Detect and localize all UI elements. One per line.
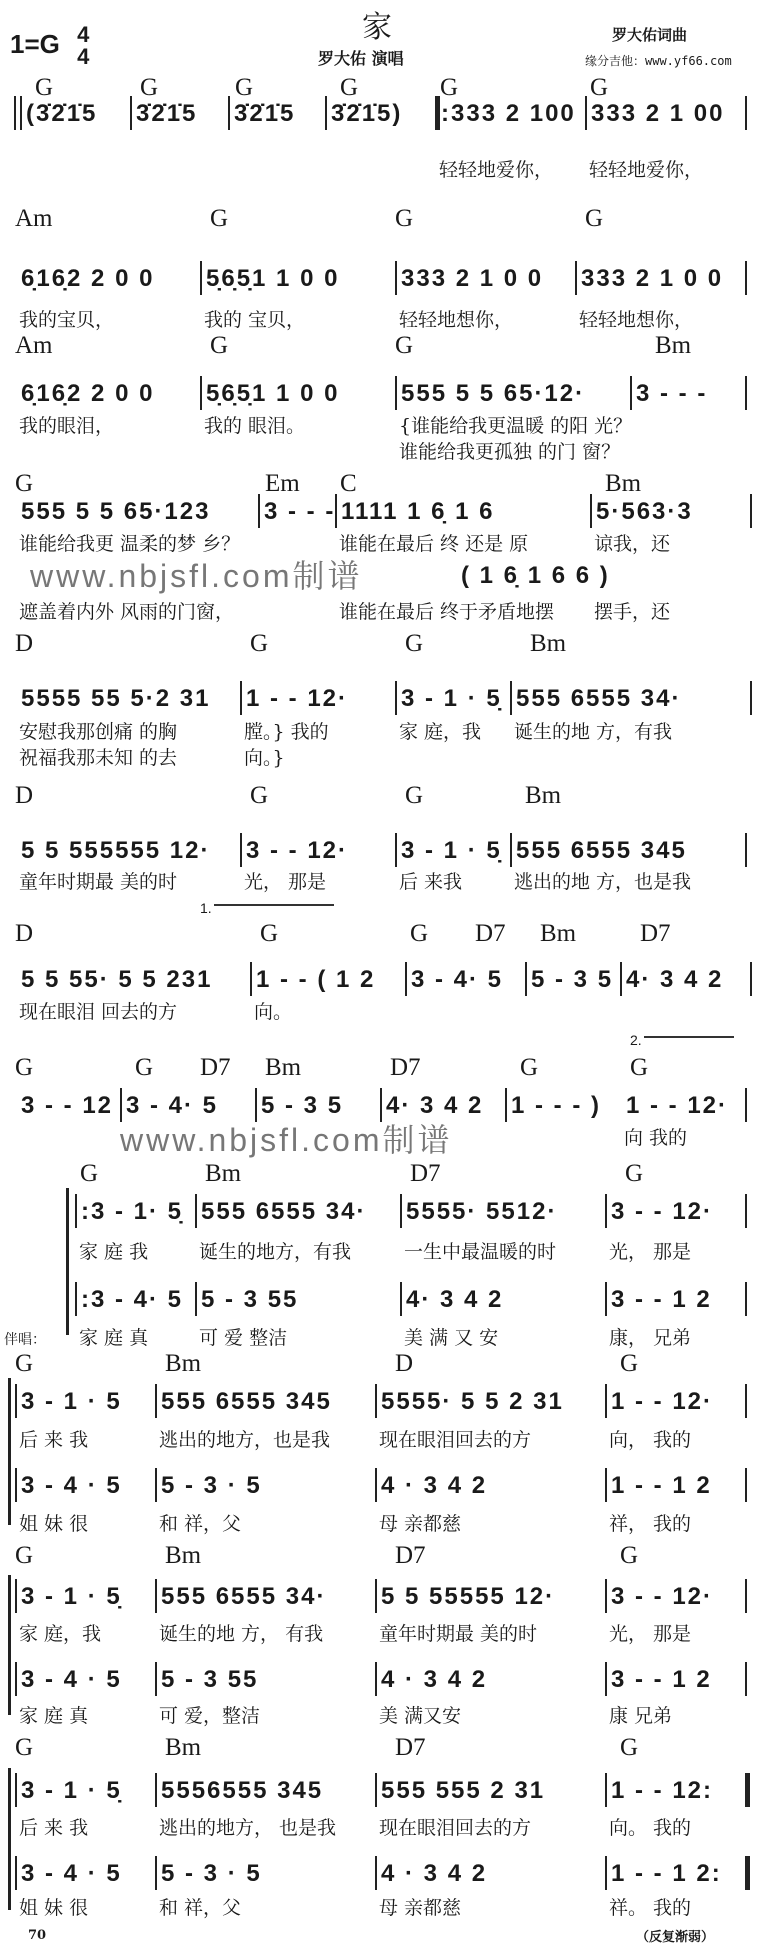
measure-notes: 555 6555 345 xyxy=(516,837,687,864)
bar-line xyxy=(745,1194,747,1228)
backing-vocal-label: 伴唱： xyxy=(4,1332,46,1348)
lyric-text: 康， 兄弟 xyxy=(609,1327,692,1349)
chord-symbol: D7 xyxy=(640,920,671,947)
chord-symbol: G xyxy=(80,1160,99,1187)
measure-notes: :3 - 4· 5 xyxy=(81,1286,184,1313)
chord-symbol: G xyxy=(135,1054,154,1081)
volta-bracket xyxy=(214,904,334,906)
bar-line xyxy=(750,681,752,715)
chord-symbol: G xyxy=(250,782,269,809)
measure-notes: 3 - - 1 2 xyxy=(611,1666,712,1693)
key-label: 1=G xyxy=(10,28,60,59)
measure-notes: 3 - 1 · 5̣ xyxy=(401,837,502,864)
bar-line xyxy=(200,261,202,295)
chord-symbol: G xyxy=(620,1350,639,1377)
bar-line xyxy=(200,376,202,410)
chord-symbol: G xyxy=(140,74,159,101)
measure-notes: 5 5 55555 12· xyxy=(381,1583,556,1610)
lyric-text: 母 亲都慈 xyxy=(379,1897,462,1919)
bar-line xyxy=(745,1773,750,1807)
bar-line xyxy=(240,833,242,867)
chord-symbol: Am xyxy=(15,205,53,232)
measure-notes: 5 - 3 5 xyxy=(261,1092,344,1119)
bar-line xyxy=(375,1662,377,1696)
chord-symbol: Bm xyxy=(165,1350,202,1377)
lyric-text: 祥， 我的 xyxy=(609,1513,692,1535)
lyric-text: 轻轻地想你， xyxy=(579,309,694,331)
chord-symbol: G xyxy=(405,782,424,809)
bar-line xyxy=(395,681,397,715)
lyric-text: 姐 妹 很 xyxy=(19,1513,89,1535)
bar-line xyxy=(745,833,747,867)
measure-notes: 5 - 3 55 xyxy=(201,1286,299,1313)
chord-symbol: G xyxy=(395,205,414,232)
measure-notes: 1 - - - ) xyxy=(511,1092,601,1119)
measure-notes: 3 - - 1 2 xyxy=(611,1286,712,1313)
measure-notes: 3 - - 12· xyxy=(246,837,349,864)
bar-line xyxy=(240,681,242,715)
chord-symbol: G xyxy=(250,630,269,657)
chord-symbol: G xyxy=(620,1542,639,1569)
lyric-text: 光， 那是 xyxy=(244,871,327,893)
source-credit: 缘分吉他：www.yf66.com xyxy=(585,54,732,68)
bar-line xyxy=(14,96,16,130)
alternate-notes: ( 1 6̣ 1 6 6 ) xyxy=(461,562,610,589)
bar-line xyxy=(750,962,752,996)
page-number: 70 xyxy=(28,1928,47,1943)
bar-line xyxy=(745,1579,747,1613)
bar-line xyxy=(15,1662,17,1696)
measure-notes: 5 - 3 5 xyxy=(531,966,614,993)
lyric-text: 诞生的地 方，有我 xyxy=(514,721,673,743)
bar-line xyxy=(395,261,397,295)
measure-notes: 5 - 3 55 xyxy=(161,1666,259,1693)
key-signature xyxy=(10,24,89,68)
chord-symbol: G xyxy=(405,630,424,657)
bar-line xyxy=(255,1088,257,1122)
chord-symbol: G xyxy=(440,74,459,101)
measure-notes: 4· 3 4 2 xyxy=(406,1286,504,1313)
chord-symbol: G xyxy=(590,74,609,101)
bar-line xyxy=(15,1856,17,1890)
composer: 罗大佑词曲 xyxy=(612,26,688,44)
measure-notes: 555 6555 345 xyxy=(161,1388,332,1415)
measure-notes: 3 - 4 · 5 xyxy=(21,1860,122,1887)
bar-line xyxy=(605,1579,607,1613)
bar-line xyxy=(605,1384,607,1418)
chord-symbol: G xyxy=(625,1160,644,1187)
measure-notes: 3 - - 12 xyxy=(21,1092,114,1119)
measure-notes: 1 - - 12· xyxy=(246,685,349,712)
lyric-text: 逃出的地 方，也是我 xyxy=(514,871,692,893)
measure-notes: 333 2 1 0 0 xyxy=(581,265,724,292)
lyric-text: 祝福我那未知 的去 xyxy=(19,747,178,769)
bar-line xyxy=(400,1282,402,1316)
bar-line xyxy=(155,1856,157,1890)
measure-notes: 3 - 1 · 5̣ xyxy=(21,1583,122,1610)
chord-symbol: Bm xyxy=(265,1054,302,1081)
bar-line xyxy=(155,1579,157,1613)
lyric-text: 遮盖着内外 风雨的门窗， xyxy=(19,601,235,623)
measure-notes: 1 - - 12: xyxy=(611,1777,714,1804)
measure-notes: 1 - - 1 2: xyxy=(611,1860,722,1887)
lyric-text: 我的眼泪， xyxy=(19,415,115,437)
lyric-text: 可 爱 整洁 xyxy=(199,1327,288,1349)
chord-symbol: Bm xyxy=(530,630,567,657)
lyric-text: 和 祥，父 xyxy=(159,1897,242,1919)
measure-notes: 555 6555 34· xyxy=(201,1198,367,1225)
chord-symbol: Bm xyxy=(605,470,642,497)
bar-line xyxy=(155,1468,157,1502)
measure-notes: 4 · 3 4 2 xyxy=(381,1472,488,1499)
bar-line xyxy=(375,1773,377,1807)
performer: 罗大佑 演唱 xyxy=(318,49,404,68)
lyric-text: {谁能给我更温暖 的阳 光？ xyxy=(399,415,633,437)
measure-notes: 5555 55 5·2 31 xyxy=(21,685,211,712)
measure-notes: 3 - - 12· xyxy=(611,1198,714,1225)
lyric-text: 逃出的地方， 也是我 xyxy=(159,1817,337,1839)
measure-notes: 3 - - - xyxy=(264,498,336,525)
lyric-text: 家 庭 真 xyxy=(19,1705,89,1727)
measure-notes: 5̣6̣5̣1 1 0 0 xyxy=(206,265,340,292)
bar-line xyxy=(620,962,622,996)
chord-symbol: Bm xyxy=(165,1734,202,1761)
bar-line xyxy=(380,1088,382,1122)
lyric-text: 向。 xyxy=(254,1001,293,1023)
bar-line xyxy=(375,1579,377,1613)
lyric-text: 谁能在最后 终于矛盾地摆 xyxy=(339,601,555,623)
bar-line xyxy=(510,681,512,715)
bar-line xyxy=(15,1579,17,1613)
chord-symbol: G xyxy=(15,1734,34,1761)
bar-line xyxy=(605,1773,607,1807)
bar-line xyxy=(195,1282,197,1316)
bar-line xyxy=(745,1662,747,1696)
bar-line xyxy=(745,1856,750,1890)
lyric-text: 我的 眼泪。 xyxy=(204,415,306,437)
watermark: www.nbjsfl.com制谱 xyxy=(120,1122,453,1158)
chord-symbol: G xyxy=(260,920,279,947)
bar-line xyxy=(120,1088,122,1122)
lyric-text: 家 庭，我 xyxy=(19,1623,102,1645)
measure-notes: 555 5 5 65·123 xyxy=(21,498,211,525)
lyric-text: 光， 那是 xyxy=(609,1623,692,1645)
measure-notes: 6̣16̣2 2 0 0 xyxy=(21,265,155,292)
measure-notes: 3 - 1 · 5 xyxy=(21,1388,122,1415)
lyric-text: 轻轻地爱你， xyxy=(439,159,554,181)
bar-line xyxy=(15,1773,17,1807)
bar-line xyxy=(375,1468,377,1502)
bar-line xyxy=(258,494,260,528)
bar-line xyxy=(75,1194,77,1228)
measure-notes: 6̣16̣2 2 0 0 xyxy=(21,380,155,407)
lyric-text: 谅我，还 xyxy=(594,533,671,555)
lyric-text: 家 庭 真 xyxy=(79,1327,149,1349)
bar-line xyxy=(745,1468,747,1502)
bar-line xyxy=(250,962,252,996)
lyric-text: 现在眼泪 回去的方 xyxy=(19,1001,178,1023)
bar-line xyxy=(435,96,440,130)
lyric-text: 光， 那是 xyxy=(609,1241,692,1263)
watermark: www.nbjsfl.com制谱 xyxy=(30,558,363,594)
bar-line xyxy=(605,1282,607,1316)
bar-line xyxy=(155,1384,157,1418)
chord-symbol: D7 xyxy=(390,1054,421,1081)
lyric-text: 谁能给我更 温柔的梦 乡？ xyxy=(19,533,241,555)
bar-line xyxy=(605,1662,607,1696)
volta-ending-label: 2. xyxy=(630,1032,642,1048)
chord-symbol: G xyxy=(235,74,254,101)
chord-symbol: Bm xyxy=(165,1542,202,1569)
measure-notes: 4 · 3 4 2 xyxy=(381,1666,488,1693)
measure-notes: 5 - 3 · 5 xyxy=(161,1472,262,1499)
chord-symbol: D7 xyxy=(200,1054,231,1081)
bar-line xyxy=(745,376,747,410)
chord-symbol: G xyxy=(630,1054,649,1081)
measure-notes: 3 - 1 · 5̣ xyxy=(21,1777,122,1804)
chord-symbol: G xyxy=(15,470,34,497)
measure-notes: 5555· 5512· xyxy=(406,1198,558,1225)
measure-notes: 555 5 5 65·12· xyxy=(401,380,586,407)
bar-line xyxy=(155,1662,157,1696)
volta-bracket xyxy=(644,1036,734,1038)
lyric-text: 向。 我的 xyxy=(609,1817,692,1839)
measure-notes: 3 - - 12· xyxy=(611,1583,714,1610)
measure-notes: 1 - - 1 2 xyxy=(611,1472,712,1499)
measure-notes: 1111 1 6̣ 1 6 xyxy=(341,498,495,525)
chord-symbol: G xyxy=(15,1054,34,1081)
bar-line xyxy=(505,1088,507,1122)
measure-notes: 3̇2̇1̇5 xyxy=(234,100,296,127)
lyric-text: 家 庭，我 xyxy=(399,721,482,743)
measure-notes: 3 - - - xyxy=(636,380,708,407)
chord-symbol: G xyxy=(620,1734,639,1761)
measure-notes: 5556555 345 xyxy=(161,1777,324,1804)
chord-symbol: D7 xyxy=(395,1542,426,1569)
chord-symbol: G xyxy=(340,74,359,101)
chord-symbol: D xyxy=(15,782,34,809)
lyric-text: 美 满 又 安 xyxy=(404,1327,499,1349)
bar-line xyxy=(155,1773,157,1807)
measure-notes: :333 2 100 xyxy=(441,100,576,127)
lyric-text: 家 庭 我 xyxy=(79,1241,149,1263)
lyric-text: 母 亲都慈 xyxy=(379,1513,462,1535)
chord-symbol: Am xyxy=(15,332,53,359)
chord-symbol: G xyxy=(585,205,604,232)
lyric-text: 现在眼泪回去的方 xyxy=(379,1817,532,1839)
lyric-text: 我的 宝贝， xyxy=(204,309,306,331)
lyric-text: 诞生的地 方， 有我 xyxy=(159,1623,324,1645)
chord-symbol: Em xyxy=(265,470,300,497)
chord-symbol: Bm xyxy=(525,782,562,809)
volta-ending-label: 1. xyxy=(200,900,212,916)
lyric-text: 后 来 我 xyxy=(19,1817,89,1839)
lyric-text: 后 来 我 xyxy=(19,1429,89,1451)
bar-line xyxy=(395,833,397,867)
lyric-text: 和 祥，父 xyxy=(159,1513,242,1535)
chord-symbol: G xyxy=(210,332,229,359)
measure-notes: 3 - 1 · 5̣ xyxy=(401,685,502,712)
measure-notes: 3 - 4 · 5 xyxy=(21,1472,122,1499)
system-bracket xyxy=(8,1768,11,1910)
lyric-text: 谁能在最后 终 还是 原 xyxy=(339,533,529,555)
lyric-text: 现在眼泪回去的方 xyxy=(379,1429,532,1451)
chord-symbol: Bm xyxy=(655,332,692,359)
bar-line xyxy=(195,1194,197,1228)
chord-symbol: G xyxy=(520,1054,539,1081)
bar-line xyxy=(130,96,132,130)
lyric-text: 我的宝贝， xyxy=(19,309,115,331)
bar-line xyxy=(585,96,587,130)
lyric-text: 童年时期最 美的时 xyxy=(19,871,178,893)
chord-symbol: D xyxy=(15,920,34,947)
bar-line xyxy=(630,376,632,410)
bar-line xyxy=(590,494,592,528)
measure-notes: 555 555 2 31 xyxy=(381,1777,546,1804)
performance-note: （反复渐弱） xyxy=(636,1930,715,1945)
bar-line xyxy=(228,96,230,130)
lyric-text: 逃出的地方，也是我 xyxy=(159,1429,331,1451)
chord-symbol: G xyxy=(15,1350,34,1377)
measure-notes: 555 6555 34· xyxy=(161,1583,327,1610)
lyric-text: 祥。 我的 xyxy=(609,1897,692,1919)
lyric-text: 轻轻地想你， xyxy=(399,309,514,331)
time-top: 4 xyxy=(77,22,90,47)
measure-notes: 5555· 5 5 2 31 xyxy=(381,1388,564,1415)
lyric-text: 向 我的 xyxy=(624,1127,688,1149)
measure-notes: 3̇2̇1̇5) xyxy=(331,100,403,127)
bar-line xyxy=(15,1384,17,1418)
bar-line xyxy=(400,1194,402,1228)
system-bracket xyxy=(8,1575,11,1715)
bar-line xyxy=(745,96,747,130)
lyric-text: 童年时期最 美的时 xyxy=(379,1623,538,1645)
measure-notes: 3̇2̇1̇5 xyxy=(136,100,198,127)
bar-line xyxy=(605,1468,607,1502)
chord-symbol: D7 xyxy=(475,920,506,947)
chord-symbol: G xyxy=(15,1542,34,1569)
bar-line xyxy=(745,261,747,295)
lyric-text: 摆手，还 xyxy=(594,601,671,623)
lyric-text: 诞生的地方，有我 xyxy=(199,1241,352,1263)
chord-symbol: Bm xyxy=(540,920,577,947)
song-title: 家 xyxy=(362,10,392,45)
measure-notes: 3 - 4· 5 xyxy=(126,1092,219,1119)
bar-line xyxy=(510,833,512,867)
measure-notes: 1 - - 12· xyxy=(611,1388,714,1415)
bar-line xyxy=(325,96,327,130)
chord-symbol: D7 xyxy=(395,1734,426,1761)
measure-notes: 5·563·3 xyxy=(596,498,693,525)
bar-line xyxy=(745,1088,747,1122)
measure-notes: 333 2 1 00 xyxy=(591,100,725,127)
chord-symbol: C xyxy=(340,470,357,497)
measure-notes: 5 5 55· 5 5 231 xyxy=(21,966,213,993)
lyric-text: 安慰我那创痛 的胸 xyxy=(19,721,178,743)
chord-symbol: D xyxy=(395,1350,414,1377)
bar-line xyxy=(750,494,752,528)
lyric-text: 轻轻地爱你， xyxy=(589,159,704,181)
chord-symbol: G xyxy=(395,332,414,359)
bar-line xyxy=(745,1282,747,1316)
measure-notes: 1 - - ( 1 2 xyxy=(256,966,376,993)
chord-symbol: D7 xyxy=(410,1160,441,1187)
measure-notes: (3̇2̇1̇5 xyxy=(26,100,98,127)
time-signature xyxy=(77,24,89,68)
measure-notes: :3 - 1· 5̣ xyxy=(81,1198,184,1225)
measure-notes: 3 - 4 · 5 xyxy=(21,1666,122,1693)
measure-notes: 4· 3 4 2 xyxy=(626,966,724,993)
lyric-text: 向。} xyxy=(244,747,285,769)
measure-notes: 3 - 4· 5 xyxy=(411,966,504,993)
measure-notes: 555 6555 34· xyxy=(516,685,682,712)
measure-notes: 4· 3 4 2 xyxy=(386,1092,484,1119)
measure-notes: 333 2 1 0 0 xyxy=(401,265,544,292)
lyric-text: 膛。} 我的 xyxy=(244,721,329,743)
bar-line xyxy=(745,1384,747,1418)
measure-notes: 5̣6̣5̣1 1 0 0 xyxy=(206,380,340,407)
chord-symbol: G xyxy=(410,920,429,947)
time-bottom: 4 xyxy=(77,44,90,69)
measure-notes: 1 - - 12· xyxy=(626,1092,729,1119)
chord-symbol: G xyxy=(210,205,229,232)
bar-line xyxy=(605,1194,607,1228)
bar-line xyxy=(335,494,337,528)
bar-line xyxy=(375,1856,377,1890)
bar-line xyxy=(405,962,407,996)
lyric-text: 向， 我的 xyxy=(609,1429,692,1451)
lyric-text: 美 满又安 xyxy=(379,1705,462,1727)
system-bracket xyxy=(66,1188,69,1335)
chord-symbol: D xyxy=(15,630,34,657)
system-bracket xyxy=(8,1378,11,1525)
chord-symbol: G xyxy=(35,74,54,101)
bar-line xyxy=(395,376,397,410)
bar-line xyxy=(375,1384,377,1418)
bar-line xyxy=(525,962,527,996)
bar-line xyxy=(20,96,22,130)
bar-line xyxy=(605,1856,607,1890)
measure-notes: 4 · 3 4 2 xyxy=(381,1860,488,1887)
bar-line xyxy=(15,1468,17,1502)
chord-symbol: Bm xyxy=(205,1160,242,1187)
measure-notes: 5 - 3 · 5 xyxy=(161,1860,262,1887)
lyric-text: 谁能给我更孤独 的门 窗？ xyxy=(399,441,621,463)
bar-line xyxy=(75,1282,77,1316)
lyric-text: 后 来我 xyxy=(399,871,463,893)
bar-line xyxy=(575,261,577,295)
lyric-text: 可 爱，整洁 xyxy=(159,1705,261,1727)
lyric-text: 一生中最温暖的时 xyxy=(404,1241,557,1263)
lyric-text: 姐 妹 很 xyxy=(19,1897,89,1919)
lyric-text: 康 兄弟 xyxy=(609,1705,673,1727)
measure-notes: 5 5 555555 12· xyxy=(21,837,211,864)
